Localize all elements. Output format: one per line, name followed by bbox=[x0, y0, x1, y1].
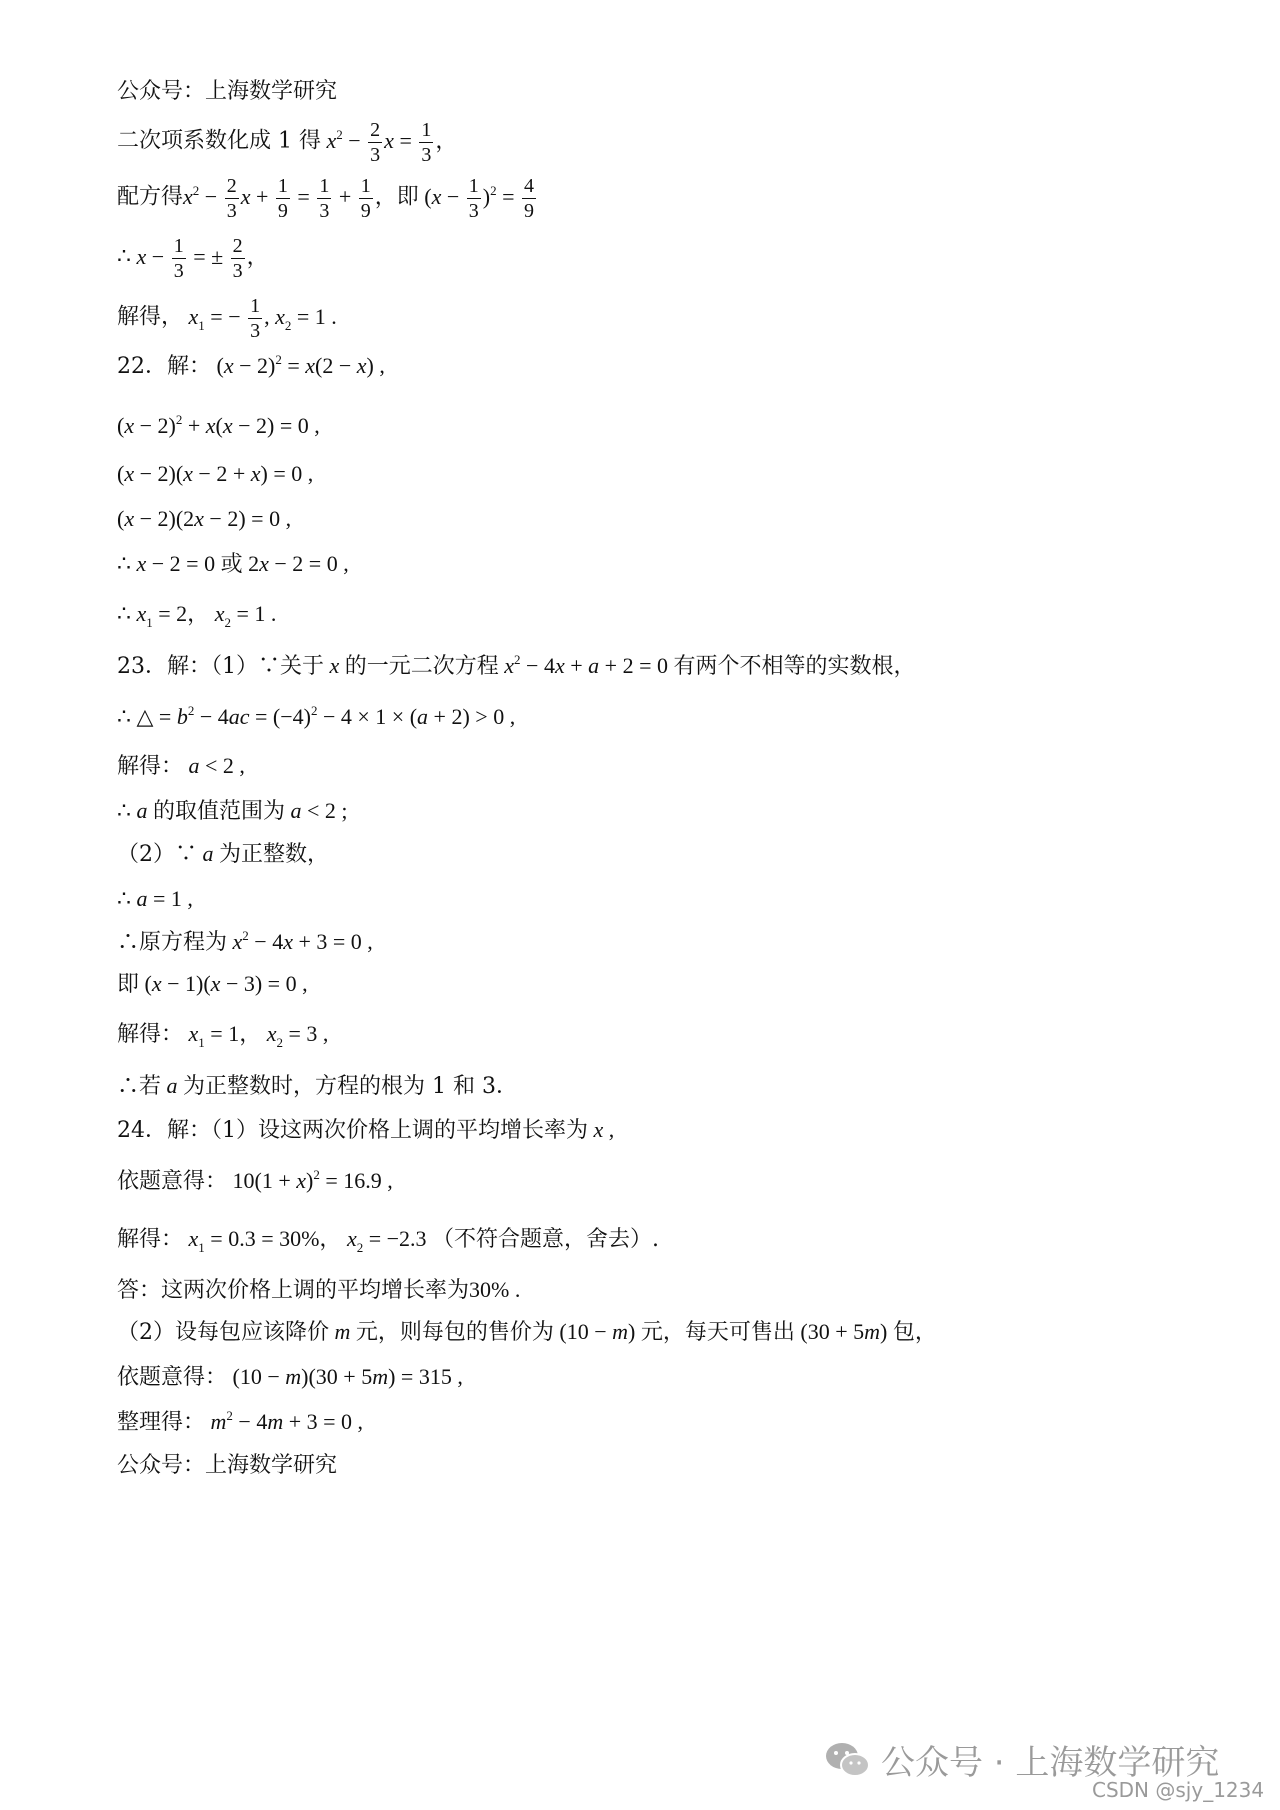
line-coef: 二次项系数化成 1 得 $x^2$ − $\frac{2}{3}$ x = $\frac{1}{3}$ ， bbox=[117, 119, 458, 166]
header-text: 公众号：上海数学研究 bbox=[117, 79, 338, 104]
therefore-symbol: ∴ bbox=[117, 705, 131, 730]
therefore-symbol: ∴ bbox=[117, 602, 131, 627]
label: 为正整数时，方程的根为 1 和 3． bbox=[183, 1074, 518, 1099]
label: 为正整数， bbox=[219, 842, 330, 867]
label: 元，则每包的售价为 bbox=[355, 1320, 554, 1345]
label: 答：这两次价格上调的平均增长率为 bbox=[117, 1278, 470, 1303]
label: 的一元二次方程 bbox=[344, 654, 499, 679]
q24-equation: 依题意得： $10(1 + x)^2 = 16.9$ , bbox=[117, 1167, 393, 1194]
footer-text: 公众号：上海数学研究 bbox=[117, 1453, 338, 1478]
q23-conclusion: ∴若 a 为正整数时，方程的根为 1 和 3． bbox=[117, 1073, 518, 1099]
label: 整理得： bbox=[117, 1410, 206, 1435]
line-peifang: 配方得$x^2$ − $\frac{2}{3}$ x + $\frac{1}{9}$ = $\frac{1}{3}$ + $\frac{1}{9}$ ，即 (x − $\frac{1}{3}$ )$^2$ = $\frac{4}{9}$ bbox=[117, 175, 535, 222]
therefore-symbol: ∴ bbox=[117, 244, 131, 270]
q23-factor: 即 (x − 1)(x − 3) = 0 , bbox=[117, 971, 308, 997]
therefore-symbol: ∴ bbox=[117, 552, 131, 577]
label: 解得， bbox=[117, 304, 184, 330]
label: （2）∵ bbox=[117, 842, 197, 867]
label: ∴若 bbox=[117, 1074, 162, 1099]
wechat-icon bbox=[825, 1741, 871, 1779]
q23-range: ∴ a 的取值范围为 a < 2 ; bbox=[117, 798, 348, 824]
line-sqrt: ∴ x − $\frac{1}{3}$ = ± $\frac{2}{3}$ ， bbox=[117, 235, 269, 282]
watermark bbox=[825, 1735, 1219, 1784]
q23-discriminant: ∴ △ = $b^2 - 4ac = (-4)^2 - 4 \times 1 \times (a + 2) > 0$ , bbox=[117, 703, 516, 730]
label: 元，每天可售出 bbox=[640, 1320, 795, 1345]
label: 解得： bbox=[117, 1022, 184, 1047]
q23-roots: 解得： $x_1 = 1$， $x_2 = 3$ , bbox=[117, 1021, 329, 1050]
q24-simplify: 整理得： $m^2 - 4m + 3 = 0$ , bbox=[117, 1408, 364, 1435]
label: 即 bbox=[396, 184, 419, 210]
q24-roots: 解得： $x_1 = 0.3 = 30\%$， $x_2 = -2.3$ （不符合题意，舍去）. bbox=[117, 1226, 660, 1255]
watermark-text: 公众号 · 上海数学研究 bbox=[881, 1743, 1220, 1783]
credit-text: CSDN @sjy_1234 bbox=[1092, 1778, 1265, 1802]
label: 22．解： bbox=[117, 354, 211, 379]
label: 依题意得： bbox=[117, 1169, 228, 1194]
q23-heading: 23．解：（1）∵关于 x 的一元二次方程 $x^2 - 4x + a + 2 = 0$ 有两个不相等的实数根， bbox=[117, 652, 916, 679]
q23-solve: 解得： a < 2 , bbox=[117, 753, 245, 779]
label: （2）设每包应该降价 bbox=[117, 1320, 329, 1345]
label: 依题意得： bbox=[117, 1365, 228, 1390]
q24-equation2: 依题意得： (10 − m)(30 + 5m) = 315 , bbox=[117, 1364, 463, 1390]
q22-step4: ∴ x − 2 = 0 或 2x − 2 = 0 , bbox=[117, 551, 349, 577]
label: ∴原方程为 bbox=[117, 930, 228, 955]
q24-heading: 24．解：（1）设这两次价格上调的平均增长率为 x , bbox=[117, 1117, 615, 1143]
q23-a-value: ∴ a = 1 , bbox=[117, 886, 193, 912]
label: 二次项系数化成 1 得 bbox=[117, 128, 321, 154]
therefore-symbol: ∴ bbox=[117, 887, 131, 912]
q22-step2: (x − 2)(x − 2 + x) = 0 , bbox=[117, 461, 314, 486]
label: 有两个不相等的实数根， bbox=[673, 654, 916, 679]
q24-answer: 答：这两次价格上调的平均增长率为30% . bbox=[117, 1277, 521, 1303]
label: （不符合题意，舍去）. bbox=[432, 1227, 660, 1252]
label: 或 bbox=[220, 552, 243, 577]
label: 23．解：（1）∵关于 bbox=[117, 654, 324, 679]
label: 解得： bbox=[117, 754, 184, 779]
q22-heading: 22．解： $(x - 2)^2 = x(2 - x)$ , bbox=[117, 352, 385, 379]
label: 24．解：（1）设这两次价格上调的平均增长率为 bbox=[117, 1118, 588, 1143]
label: 的取值范围为 bbox=[153, 799, 286, 824]
label: 即 bbox=[117, 972, 140, 997]
q22-result: ∴ $x_1 = 2$， $x_2 = 1$ . bbox=[117, 601, 277, 630]
label: 包， bbox=[892, 1320, 937, 1345]
label: 配方得 bbox=[117, 184, 184, 210]
q23-part2: （2）∵ a 为正整数， bbox=[117, 841, 330, 867]
q24-part2: （2）设每包应该降价 m 元，则每包的售价为 (10 − m) 元，每天可售出 (30 + 5m) 包， bbox=[117, 1319, 937, 1345]
label: 解得： bbox=[117, 1227, 184, 1252]
line-solve-21: 解得， $x_1$ = − $\frac{1}{3}$ , $x_2 = 1$ . bbox=[117, 295, 337, 342]
q22-step1: $(x - 2)^2 + x(x - 2) = 0$ , bbox=[117, 412, 320, 438]
therefore-symbol: ∴ bbox=[117, 799, 131, 824]
q23-equation: ∴原方程为 $x^2 - 4x + 3 = 0$ , bbox=[117, 928, 373, 955]
q22-step3: (x − 2)(2x − 2) = 0 , bbox=[117, 506, 292, 531]
